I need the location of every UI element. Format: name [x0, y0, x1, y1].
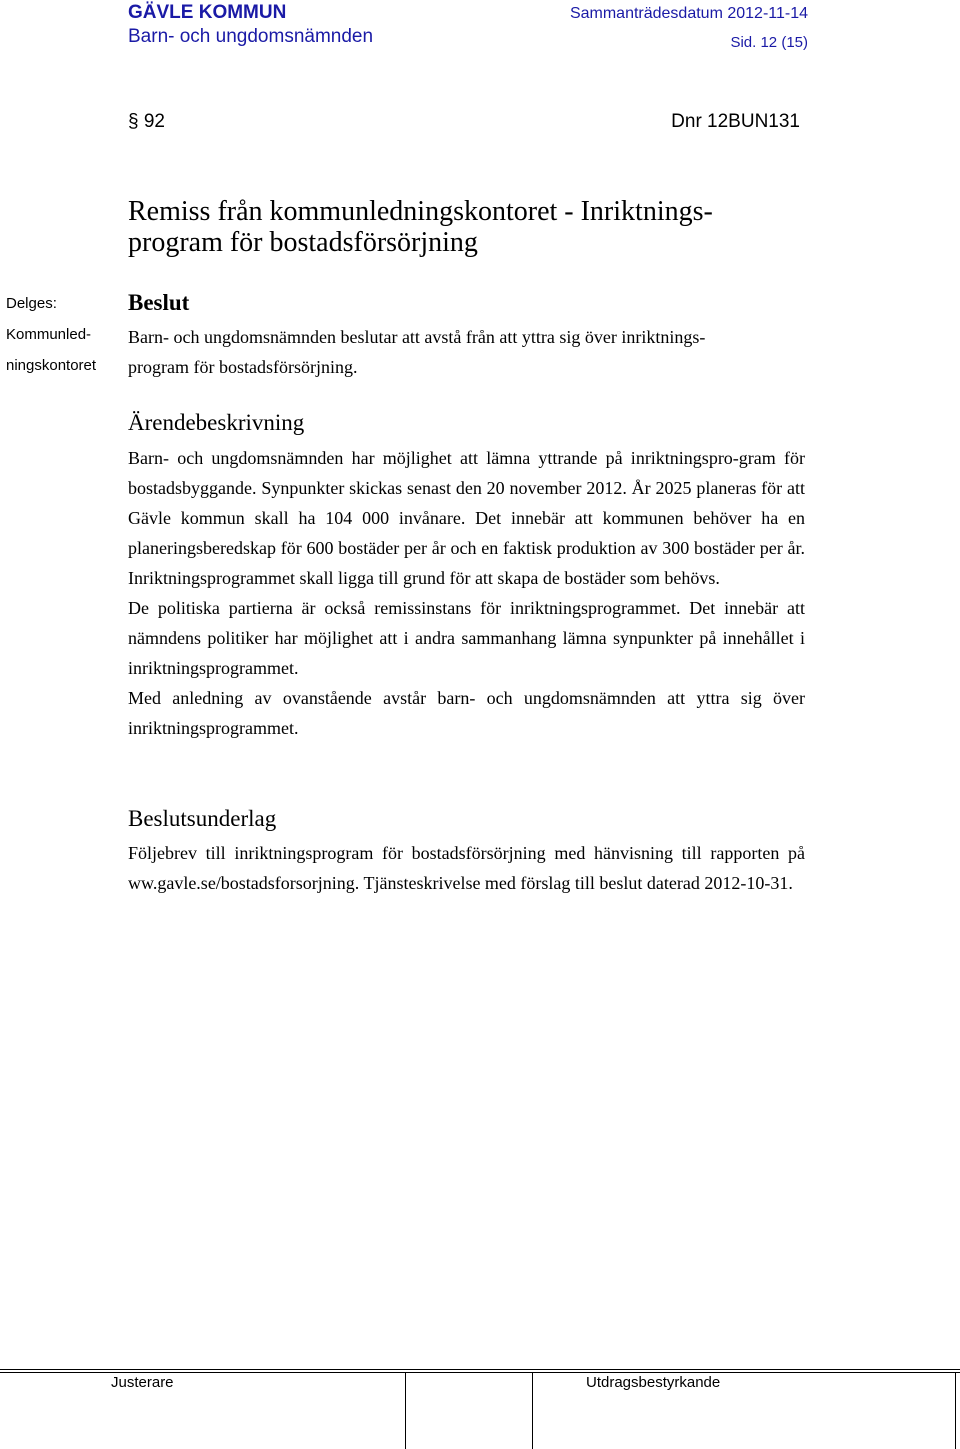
- decision-text: [128, 322, 805, 382]
- department-name: Barn- och ungdomsnämnden: [128, 26, 374, 47]
- decision-line: Barn- och ungdomsnämnden beslutar att avstå från att yttra sig över inriktnings-: [128, 327, 706, 347]
- recipients-label: Delges:: [6, 295, 57, 312]
- decision-heading: Beslut: [128, 290, 190, 315]
- decision-basis-heading: Beslutsunderlag: [128, 806, 277, 831]
- document-title: [128, 196, 828, 258]
- footer-divider: [405, 1372, 406, 1449]
- paragraph-number: § 92: [128, 111, 165, 132]
- case-paragraph: Med anledning av ovanstående avstår barn- och ungdomsnämnden att yttra sig över inriktningsprogrammet.: [128, 688, 805, 738]
- title-line: program för bostadsförsörjning: [128, 227, 478, 258]
- footer-utdragsbestyrkande-label: Utdragsbestyrkande: [586, 1374, 721, 1391]
- page-number: Sid. 12 (15): [730, 34, 808, 51]
- footer-justerare-label: Justerare: [111, 1374, 174, 1391]
- recipient-line: Kommunled-: [6, 326, 92, 343]
- footer-top-rule-double: [0, 1372, 960, 1373]
- footer-top-rule: [0, 1369, 960, 1370]
- case-paragraph: De politiska partierna är också remissinstans för inriktningsprogrammet. Det innebär att nämndens politiker har möjlighet att i andra sammanhang lämna synpunkter på innehållet i inriktningsprogrammet.: [128, 598, 805, 678]
- organization-name: GÄVLE KOMMUN: [128, 2, 287, 23]
- case-description-text: [128, 443, 805, 743]
- case-paragraph: Barn- och ungdomsnämnden har möjlighet att lämna yttrande på inriktningspro-gram för bostadsbyggande. Synpunkter skickas senast den 20 november 2012. År 2025 planeras för att Gävle kommun skall ha 104 000 invånare. Det innebär att kommunen behöver ha en planeringsberedskap för 600 bostäder per år och en faktisk produktion av 300 bostäder per år. Inriktningsprogrammet skall ligga till grund för att skapa de bostäder som behövs.: [128, 448, 805, 588]
- footer-divider: [532, 1372, 533, 1449]
- footer-divider: [955, 1372, 956, 1449]
- decision-basis-text: [128, 838, 805, 898]
- title-line: Remiss från kommunledningskontoret - Inriktnings-: [128, 196, 713, 227]
- decision-basis-paragraph: Följebrev till inriktningsprogram för bostadsförsörjning med hänvisning till rapporten på ww.gavle.se/bostadsforsorjning. Tjänsteskrivelse med förslag till beslut daterad 2012-10-31.: [128, 843, 805, 893]
- diary-number: Dnr 12BUN131: [671, 111, 800, 132]
- case-description-heading: Ärendebeskrivning: [128, 410, 305, 435]
- meeting-date: Sammanträdesdatum 2012-11-14: [569, 5, 808, 22]
- recipient-line: ningskontoret: [6, 357, 97, 374]
- decision-line: program för bostadsförsörjning.: [128, 357, 358, 377]
